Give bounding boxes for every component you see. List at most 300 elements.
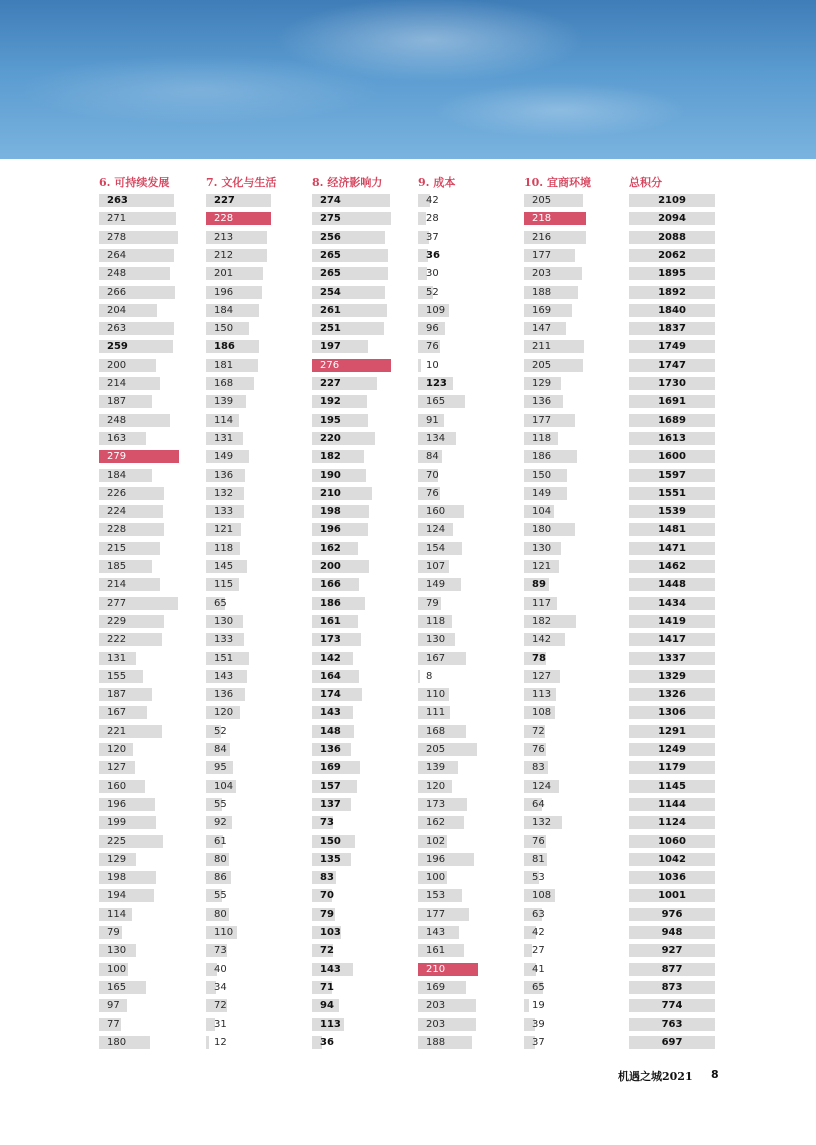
score-value: 261 xyxy=(320,304,341,316)
score-value: 203 xyxy=(532,268,552,280)
score-value: 100 xyxy=(107,963,127,975)
score-value: 154 xyxy=(426,542,446,554)
page-number: 8 xyxy=(711,1068,719,1081)
score-value: 81 xyxy=(532,853,545,865)
score-value: 86 xyxy=(214,872,227,884)
score-value: 72 xyxy=(532,725,545,737)
score-value: 12 xyxy=(214,1036,227,1048)
score-value: 165 xyxy=(107,981,127,993)
score-value: 42 xyxy=(426,195,439,206)
score-value: 248 xyxy=(107,414,127,426)
score-value: 177 xyxy=(426,908,446,920)
score-value: 52 xyxy=(426,286,439,298)
score-value: 104 xyxy=(532,506,552,518)
score-value: 76 xyxy=(426,341,439,353)
score-value: 149 xyxy=(426,579,446,591)
score-value: 79 xyxy=(320,908,334,920)
score-value: 65 xyxy=(532,981,545,993)
score-value: 210 xyxy=(320,487,341,499)
score-value: 222 xyxy=(107,634,127,646)
score-value: 214 xyxy=(107,579,127,591)
score-value: 89 xyxy=(532,579,546,591)
score-value: 204 xyxy=(107,304,127,316)
score-value: 76 xyxy=(532,744,545,755)
score-value: 184 xyxy=(107,469,127,481)
total-value: 1291 xyxy=(658,725,686,737)
score-value: 42 xyxy=(532,927,545,938)
total-value: 1840 xyxy=(658,304,686,316)
score-value: 115 xyxy=(214,579,234,591)
sky-banner-image xyxy=(0,0,816,159)
score-value: 103 xyxy=(320,927,341,938)
score-value: 123 xyxy=(426,378,447,389)
score-value: 166 xyxy=(320,579,341,591)
total-value: 1448 xyxy=(658,579,686,591)
score-value: 215 xyxy=(107,542,127,554)
score-value: 129 xyxy=(107,853,127,865)
total-value: 697 xyxy=(661,1036,683,1048)
score-value: 41 xyxy=(532,963,545,975)
score-value: 120 xyxy=(426,780,446,792)
score-value: 83 xyxy=(532,762,545,774)
score-value: 227 xyxy=(214,195,235,206)
score-value: 131 xyxy=(107,652,127,664)
score-value: 80 xyxy=(214,853,227,865)
score-bar xyxy=(206,1036,209,1049)
total-value: 873 xyxy=(661,981,683,993)
total-value: 1042 xyxy=(658,853,686,865)
total-value: 1419 xyxy=(658,615,686,627)
score-value: 31 xyxy=(214,1018,227,1030)
score-value: 169 xyxy=(320,762,341,774)
indicator-column xyxy=(312,176,412,1048)
score-value: 131 xyxy=(214,432,234,444)
score-value: 114 xyxy=(214,414,234,426)
score-value: 53 xyxy=(532,872,545,884)
score-value: 92 xyxy=(214,817,227,829)
score-value: 61 xyxy=(214,835,227,847)
score-bar xyxy=(418,212,426,225)
score-value: 148 xyxy=(320,725,341,737)
total-value: 1329 xyxy=(658,670,686,682)
total-value: 1462 xyxy=(658,561,686,572)
score-value: 149 xyxy=(214,451,234,463)
score-value: 72 xyxy=(320,945,334,957)
score-value: 134 xyxy=(426,432,446,444)
score-value: 120 xyxy=(107,744,127,755)
score-value: 36 xyxy=(426,249,440,261)
total-value: 1417 xyxy=(658,634,686,646)
score-value: 113 xyxy=(532,689,552,701)
score-value: 264 xyxy=(107,249,127,261)
score-bar xyxy=(418,670,420,683)
score-value: 133 xyxy=(214,506,234,518)
score-value: 162 xyxy=(320,542,341,554)
score-value: 186 xyxy=(214,341,235,353)
score-value: 276 xyxy=(320,359,340,371)
total-value: 1551 xyxy=(658,487,686,499)
score-value: 40 xyxy=(214,963,227,975)
column-title: 9. 成本 xyxy=(418,176,456,189)
indicator-column xyxy=(418,176,518,1048)
score-value: 96 xyxy=(426,323,439,335)
score-value: 228 xyxy=(214,213,234,225)
total-value: 1144 xyxy=(658,798,686,810)
score-value: 197 xyxy=(320,341,341,353)
score-value: 161 xyxy=(426,945,446,957)
score-value: 107 xyxy=(426,561,446,572)
score-value: 114 xyxy=(107,908,127,920)
total-value: 1892 xyxy=(658,286,686,298)
score-value: 63 xyxy=(532,908,545,920)
score-value: 220 xyxy=(320,432,341,444)
score-value: 136 xyxy=(214,469,234,481)
score-value: 19 xyxy=(532,1000,545,1012)
score-value: 73 xyxy=(320,817,334,829)
score-value: 73 xyxy=(214,945,227,957)
column-title: 6. 可持续发展 xyxy=(99,176,170,189)
score-value: 10 xyxy=(426,359,439,371)
score-value: 181 xyxy=(214,359,234,371)
total-value: 927 xyxy=(661,945,683,957)
score-value: 76 xyxy=(426,487,439,499)
score-value: 173 xyxy=(320,634,341,646)
total-value: 774 xyxy=(661,1000,683,1012)
score-value: 196 xyxy=(320,524,341,536)
score-value: 104 xyxy=(214,780,234,792)
total-value: 1249 xyxy=(658,744,686,755)
total-value: 976 xyxy=(661,908,683,920)
score-value: 228 xyxy=(107,524,127,536)
score-value: 108 xyxy=(532,890,552,902)
score-value: 248 xyxy=(107,268,127,280)
score-value: 188 xyxy=(532,286,552,298)
score-value: 143 xyxy=(320,707,341,719)
total-value: 1691 xyxy=(658,396,686,408)
indicator-column xyxy=(206,176,306,1048)
total-value: 1179 xyxy=(658,762,686,774)
score-value: 279 xyxy=(107,451,127,463)
score-value: 130 xyxy=(107,945,127,957)
score-value: 266 xyxy=(107,286,127,298)
column-title: 8. 经济影响力 xyxy=(312,176,383,189)
score-value: 184 xyxy=(214,304,234,316)
score-value: 259 xyxy=(107,341,128,353)
score-value: 121 xyxy=(214,524,234,536)
score-value: 190 xyxy=(320,469,341,481)
score-value: 200 xyxy=(107,359,127,371)
total-value: 1124 xyxy=(658,817,686,829)
score-value: 136 xyxy=(320,744,341,755)
score-value: 124 xyxy=(426,524,446,536)
total-value: 1895 xyxy=(658,268,686,280)
score-value: 137 xyxy=(320,798,341,810)
score-bar xyxy=(524,999,529,1012)
score-value: 121 xyxy=(532,561,552,572)
score-value: 196 xyxy=(426,853,446,865)
score-value: 108 xyxy=(532,707,552,719)
score-value: 111 xyxy=(426,707,446,719)
score-value: 79 xyxy=(107,927,120,938)
total-value: 2088 xyxy=(658,231,686,243)
score-value: 142 xyxy=(532,634,552,646)
score-value: 214 xyxy=(107,378,127,389)
total-value: 1837 xyxy=(658,323,686,335)
score-value: 110 xyxy=(214,927,234,938)
total-value: 1471 xyxy=(658,542,686,554)
score-value: 225 xyxy=(107,835,127,847)
score-value: 199 xyxy=(107,817,127,829)
score-bar xyxy=(524,944,532,957)
score-value: 227 xyxy=(320,378,341,389)
indicator-column xyxy=(99,176,199,1048)
score-value: 198 xyxy=(107,872,127,884)
score-value: 147 xyxy=(532,323,552,335)
total-value: 1730 xyxy=(658,378,686,389)
score-value: 71 xyxy=(320,981,334,993)
score-value: 39 xyxy=(532,1018,545,1030)
score-value: 256 xyxy=(320,231,341,243)
score-value: 133 xyxy=(214,634,234,646)
score-value: 173 xyxy=(426,798,446,810)
score-value: 153 xyxy=(426,890,446,902)
score-value: 277 xyxy=(107,597,127,609)
score-value: 168 xyxy=(426,725,446,737)
column-title: 10. 宜商环境 xyxy=(524,176,591,189)
score-value: 37 xyxy=(532,1036,545,1048)
score-value: 160 xyxy=(107,780,127,792)
score-value: 186 xyxy=(320,597,341,609)
score-value: 186 xyxy=(532,451,552,463)
score-value: 79 xyxy=(426,597,439,609)
score-value: 218 xyxy=(532,213,552,225)
total-value: 1060 xyxy=(658,835,686,847)
score-value: 162 xyxy=(426,817,446,829)
score-value: 102 xyxy=(426,835,446,847)
score-value: 118 xyxy=(426,615,446,627)
score-value: 177 xyxy=(532,249,552,261)
score-value: 65 xyxy=(214,597,227,609)
total-value: 1434 xyxy=(658,597,686,609)
score-value: 130 xyxy=(426,634,446,646)
total-value: 1613 xyxy=(658,432,686,444)
score-value: 135 xyxy=(320,853,341,865)
score-value: 136 xyxy=(532,396,552,408)
score-value: 203 xyxy=(426,1018,446,1030)
score-value: 124 xyxy=(532,780,552,792)
score-value: 160 xyxy=(426,506,446,518)
score-value: 213 xyxy=(214,231,234,243)
score-value: 136 xyxy=(214,689,234,701)
total-value: 2062 xyxy=(658,249,686,261)
score-value: 271 xyxy=(107,213,127,225)
score-value: 174 xyxy=(320,689,341,701)
score-value: 8 xyxy=(426,670,433,682)
score-value: 205 xyxy=(532,195,552,206)
total-value: 1600 xyxy=(658,451,686,463)
score-value: 187 xyxy=(107,689,127,701)
score-value: 118 xyxy=(214,542,234,554)
total-value: 1481 xyxy=(658,524,686,536)
score-value: 64 xyxy=(532,798,545,810)
score-value: 263 xyxy=(107,323,127,335)
score-value: 254 xyxy=(320,286,341,298)
total-value: 1539 xyxy=(658,506,686,518)
score-value: 155 xyxy=(107,670,127,682)
score-value: 30 xyxy=(426,268,439,280)
total-value: 1337 xyxy=(658,652,686,664)
score-value: 278 xyxy=(107,231,127,243)
score-value: 127 xyxy=(107,762,127,774)
total-value: 1036 xyxy=(658,872,686,884)
column-title: 总积分 xyxy=(629,176,662,189)
score-value: 95 xyxy=(214,762,227,774)
score-value: 196 xyxy=(214,286,234,298)
total-value: 1306 xyxy=(658,707,686,719)
score-value: 203 xyxy=(426,1000,446,1012)
score-value: 205 xyxy=(426,744,446,755)
score-value: 163 xyxy=(107,432,127,444)
score-value: 80 xyxy=(214,908,227,920)
score-value: 275 xyxy=(320,213,341,225)
score-value: 167 xyxy=(426,652,446,664)
score-value: 84 xyxy=(214,744,227,755)
score-value: 164 xyxy=(320,670,341,682)
score-value: 188 xyxy=(426,1036,446,1048)
score-value: 127 xyxy=(532,670,552,682)
indicator-column xyxy=(524,176,624,1048)
score-value: 194 xyxy=(107,890,127,902)
score-value: 143 xyxy=(214,670,234,682)
score-value: 150 xyxy=(532,469,552,481)
score-value: 165 xyxy=(426,396,446,408)
total-value: 948 xyxy=(661,927,683,938)
score-value: 145 xyxy=(214,561,234,572)
score-value: 149 xyxy=(532,487,552,499)
total-value: 763 xyxy=(661,1018,683,1030)
score-value: 226 xyxy=(107,487,127,499)
score-value: 177 xyxy=(532,414,552,426)
score-value: 70 xyxy=(426,469,439,481)
score-value: 210 xyxy=(426,963,446,975)
score-value: 120 xyxy=(214,707,234,719)
score-value: 167 xyxy=(107,707,127,719)
score-value: 150 xyxy=(320,835,341,847)
score-value: 143 xyxy=(320,963,341,975)
score-value: 84 xyxy=(426,451,439,463)
score-value: 28 xyxy=(426,213,439,225)
score-value: 55 xyxy=(214,798,227,810)
score-value: 224 xyxy=(107,506,127,518)
score-value: 196 xyxy=(107,798,127,810)
score-value: 117 xyxy=(532,597,552,609)
score-value: 76 xyxy=(532,835,545,847)
total-value: 1597 xyxy=(658,469,686,481)
footer-title: 机遇之城2021 xyxy=(618,1070,693,1083)
score-value: 192 xyxy=(320,396,341,408)
score-value: 161 xyxy=(320,615,341,627)
score-value: 130 xyxy=(532,542,552,554)
score-value: 265 xyxy=(320,268,341,280)
total-value: 1747 xyxy=(658,359,686,371)
column-title: 7. 文化与生活 xyxy=(206,176,277,189)
score-value: 265 xyxy=(320,249,341,261)
score-value: 109 xyxy=(426,304,446,316)
score-value: 182 xyxy=(532,615,552,627)
score-value: 185 xyxy=(107,561,127,572)
score-value: 198 xyxy=(320,506,341,518)
score-value: 205 xyxy=(532,359,552,371)
score-bar xyxy=(418,359,421,372)
score-value: 251 xyxy=(320,323,341,335)
score-value: 36 xyxy=(320,1036,334,1048)
score-value: 274 xyxy=(320,195,341,206)
score-value: 132 xyxy=(532,817,552,829)
total-value: 2109 xyxy=(658,195,686,206)
score-value: 263 xyxy=(107,195,128,206)
score-value: 139 xyxy=(214,396,234,408)
score-value: 150 xyxy=(214,323,234,335)
score-value: 200 xyxy=(320,561,341,572)
total-value: 1749 xyxy=(658,341,686,353)
score-value: 132 xyxy=(214,487,234,499)
score-value: 110 xyxy=(426,689,446,701)
score-value: 52 xyxy=(214,725,227,737)
score-value: 195 xyxy=(320,414,341,426)
total-value: 1001 xyxy=(658,890,686,902)
score-value: 201 xyxy=(214,268,234,280)
score-value: 94 xyxy=(320,1000,334,1012)
score-value: 37 xyxy=(426,231,439,243)
score-value: 168 xyxy=(214,378,234,389)
score-value: 187 xyxy=(107,396,127,408)
score-value: 55 xyxy=(214,890,227,902)
score-value: 100 xyxy=(426,872,446,884)
total-value: 2094 xyxy=(658,213,686,225)
score-value: 229 xyxy=(107,615,127,627)
score-value: 70 xyxy=(320,890,334,902)
total-score-column xyxy=(629,176,729,1048)
score-value: 221 xyxy=(107,725,127,737)
score-value: 83 xyxy=(320,872,334,884)
score-value: 139 xyxy=(426,762,446,774)
score-value: 180 xyxy=(532,524,552,536)
score-value: 113 xyxy=(320,1018,341,1030)
score-value: 180 xyxy=(107,1036,127,1048)
score-value: 216 xyxy=(532,231,552,243)
score-value: 91 xyxy=(426,414,439,426)
score-value: 78 xyxy=(532,652,546,664)
score-value: 143 xyxy=(426,927,446,938)
score-value: 27 xyxy=(532,945,545,957)
score-value: 118 xyxy=(532,432,552,444)
total-value: 1326 xyxy=(658,689,686,701)
score-value: 77 xyxy=(107,1018,120,1030)
score-value: 129 xyxy=(532,378,552,389)
score-value: 212 xyxy=(214,249,234,261)
total-value: 1145 xyxy=(658,780,686,792)
score-value: 97 xyxy=(107,1000,120,1012)
score-value: 72 xyxy=(214,1000,227,1012)
score-value: 34 xyxy=(214,981,227,993)
score-value: 211 xyxy=(532,341,552,353)
total-value: 1689 xyxy=(658,414,686,426)
score-value: 169 xyxy=(426,981,446,993)
score-value: 151 xyxy=(214,652,234,664)
score-value: 182 xyxy=(320,451,341,463)
score-value: 169 xyxy=(532,304,552,316)
score-value: 142 xyxy=(320,652,341,664)
